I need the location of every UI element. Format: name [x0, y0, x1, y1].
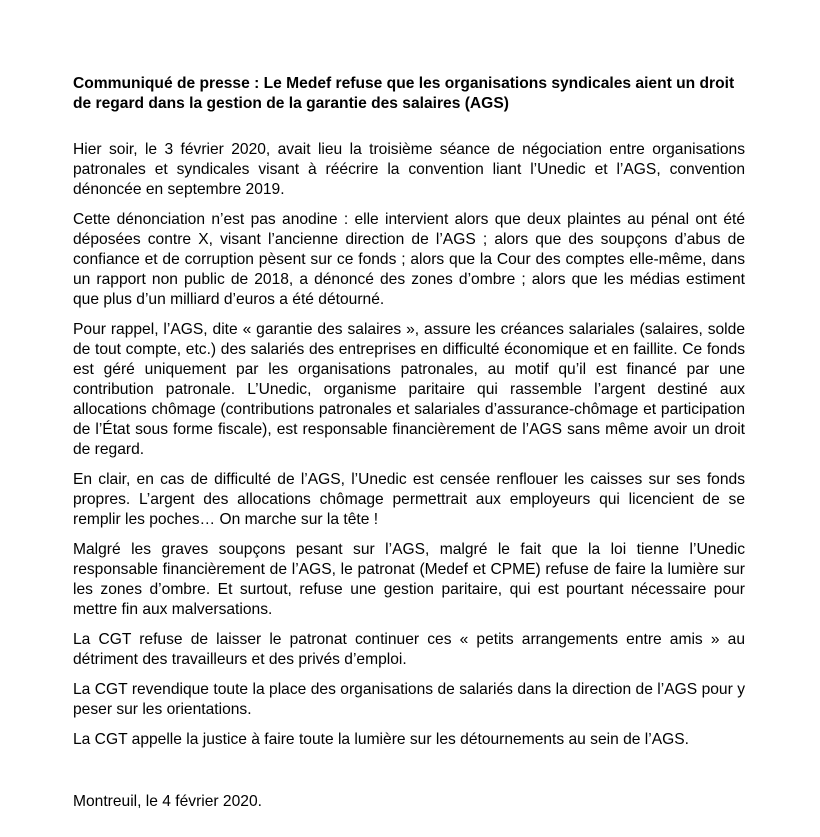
paragraph-5: Malgré les graves soupçons pesant sur l’AGS, malgré le fait que la loi tienne l’Unedic responsable financièrement de l’AGS, le patronat (Medef et CPME) refuse de faire la lumière sur les zones d’ombre. Et surtout, refuse une gestion paritaire, qui est pourtant nécessaire pour mettre fin aux malversations. [73, 541, 745, 618]
paragraph-1: Hier soir, le 3 février 2020, avait lieu la troisième séance de négociation entre organisations patronales et syndicales visant à réécrire la convention liant l’Unedic et l’AGS, convention dénoncée en septembre 2019. [73, 141, 745, 198]
paragraph-8: La CGT appelle la justice à faire toute la lumière sur les détournements au sein de l’AGS. [73, 731, 689, 748]
document-body [73, 74, 745, 822]
paragraph-6: La CGT refuse de laisser le patronat continuer ces « petits arrangements entre amis » au détriment des travailleurs et des privés d’emploi. [73, 631, 745, 668]
paragraph-4: En clair, en cas de difficulté de l’AGS, l’Unedic est censée renflouer les caisses sur ses fonds propres. L’argent des allocations chômage permettrait aux employeurs qui licencient de se remplir les poches… On marche sur la tête ! [73, 471, 745, 528]
place-date-signoff: Montreuil, le 4 février 2020. [73, 793, 262, 810]
press-release-title: Communiqué de presse : Le Medef refuse que les organisations syndicales aient un droit de regard dans la gestion de la garantie des salaires (AGS) [73, 75, 735, 112]
paragraph-3: Pour rappel, l’AGS, dite « garantie des salaires », assure les créances salariales (salaires, solde de tout compte, etc.) des salariés des entreprises en difficulté économique et en faillite. Ce fonds est géré uniquement par les organisations patronales, au motif qu’il est financé par une contribution patronale. L’Unedic, organisme paritaire qui rassemble l’argent destiné aux allocations chômage (contributions patronales et salariales d’assurance-chômage et participation de l’État sous forme fiscale), est responsable financièrement de l’AGS sans même avoir un droit de regard. [73, 321, 745, 458]
paragraph-2: Cette dénonciation n’est pas anodine : elle intervient alors que deux plaintes au pénal ont été déposées contre X, visant l’ancienne direction de l’AGS ; alors que des soupçons d’abus de confiance et de corruption pèsent sur ce fonds ; alors que la Cour des comptes elle-même, dans un rapport non public de 2018, a dénoncé des zones d’ombre ; alors que les médias estiment que plus d’un milliard d’euros a été détourné. [73, 211, 745, 308]
paragraph-7: La CGT revendique toute la place des organisations de salariés dans la direction de l’AGS pour y peser sur les orientations. [73, 681, 745, 718]
